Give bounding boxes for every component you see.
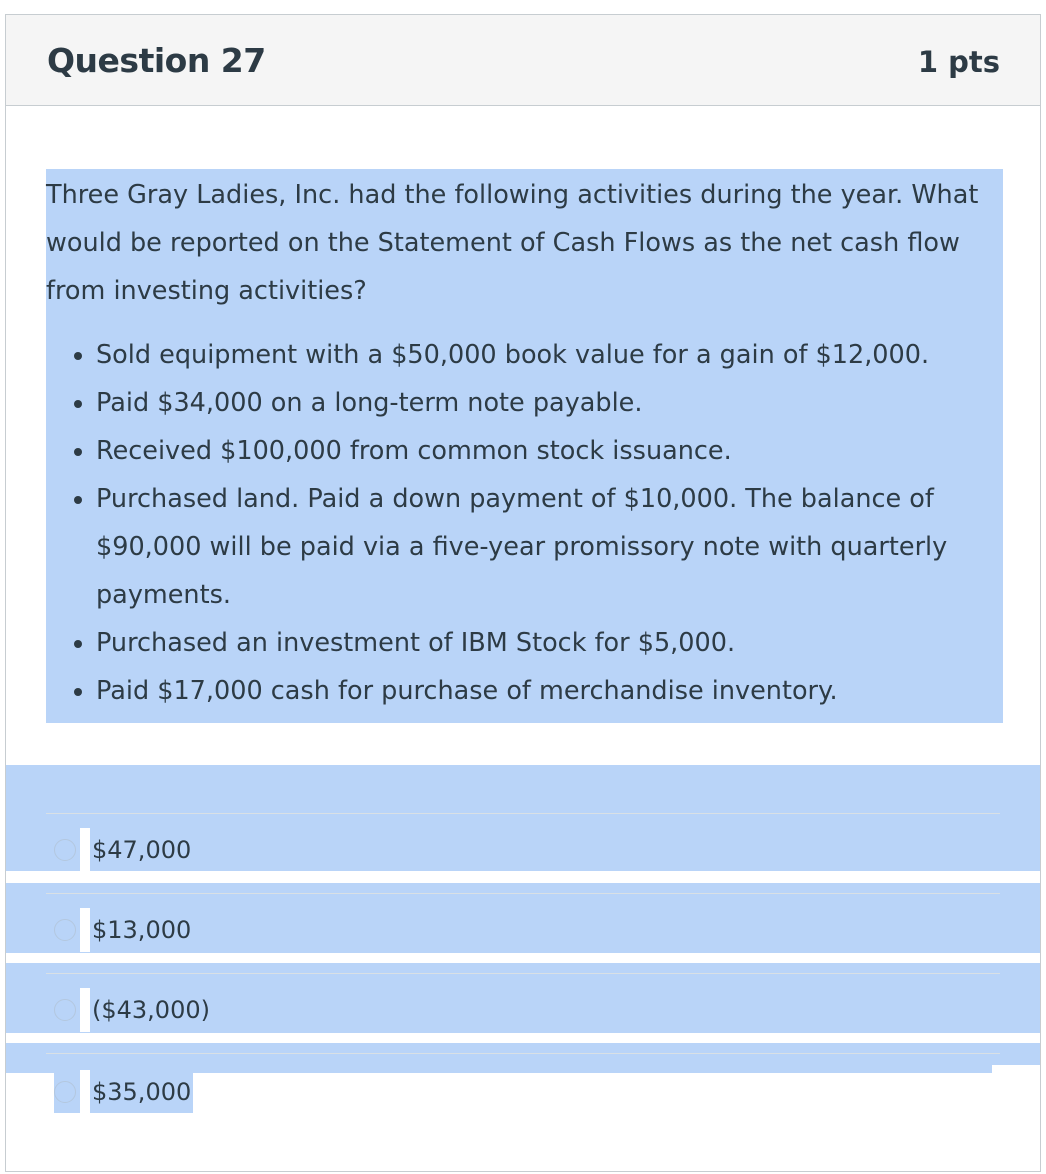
radio-icon[interactable] [54,999,76,1021]
radio-icon[interactable] [54,919,76,941]
highlight-gap [80,1070,90,1114]
answer-option-1[interactable] [54,830,191,870]
highlight-gap [80,988,90,1032]
activity-item: • Paid $34,000 on a long-term note payable. [96,379,1003,427]
question-points: 1 pts [917,45,1000,79]
answer-divider [46,893,1000,894]
answer-label: ($43,000) [92,996,210,1024]
answer-divider [46,973,1000,974]
question-prompt: Three Gray Ladies, Inc. had the following activities during the year. What would be reported on the Statement of Cash Flows as the net cash flow from investing activities? [46,180,979,306]
question-title: Question 27 [47,41,266,80]
activity-item: • Sold equipment with a $50,000 book value for a gain of $12,000. [96,331,1003,379]
answer-option-2[interactable] [54,910,191,950]
question-body [46,169,1003,723]
activity-item: • Paid $17,000 cash for purchase of merchandise inventory. [96,667,1003,715]
answer-option-4[interactable] [54,1071,193,1113]
answer-label: $47,000 [92,836,192,864]
answer-highlight-band [6,1043,1040,1065]
answer-divider [46,813,1000,814]
activity-item: • Received $100,000 from common stock issuance. [96,427,1003,475]
question-header [6,15,1040,106]
highlight-gap [80,908,90,952]
radio-icon[interactable] [54,1081,76,1103]
activity-item: • Purchased an investment of IBM Stock for $5,000. [96,619,1003,667]
answer-option-3[interactable] [54,990,210,1030]
answer-label: $13,000 [92,916,192,944]
activity-list [46,331,1003,715]
question-card [5,14,1041,1172]
activity-item: • Purchased land. Paid a down payment of $10,000. The balance of $90,000 will be paid via a five-year promissory note with quarterly payments. [96,475,1003,619]
radio-icon[interactable] [54,839,76,861]
highlight-gap [80,828,90,872]
answer-divider [46,1053,1000,1054]
answer-label: $35,000 [92,1078,192,1106]
